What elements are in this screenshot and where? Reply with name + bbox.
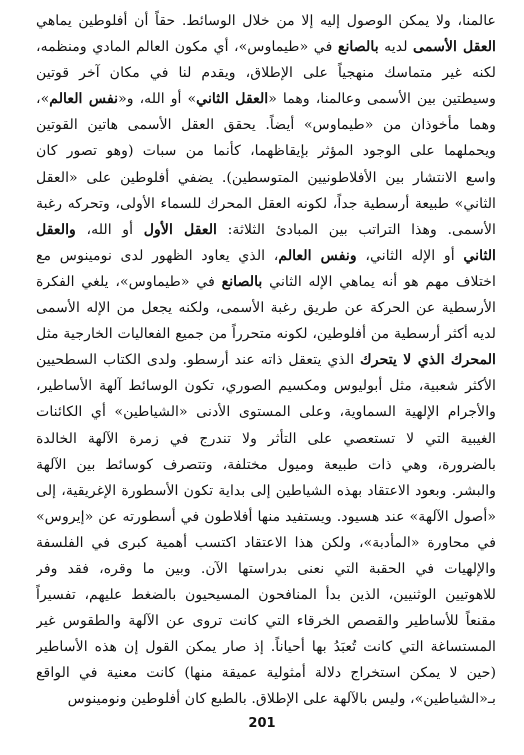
text-line: [36, 426, 496, 452]
text-span: الغيبية التي لا تستعصي على التأثر ولا تندرج في زمرة الآلهة الخالدة: [36, 430, 496, 447]
text-span: «أصول الآلهة» عند هسيود. ويستفيد منها أفلاطون في أسطورته عن «إيروس»: [36, 508, 496, 525]
text-span: ويحملهما على الوجود المؤثر بإيقاظهما، كأنما من سبات (وهو تصور كان: [36, 143, 496, 160]
text-line: [36, 269, 496, 295]
text-span: للاهوتيين الوثنيين، الذين بدأ المنافحون المسيحيون بالضغط عليهم، تفسيراً: [36, 587, 496, 604]
text-line: [36, 478, 496, 504]
bold-term: الثاني: [463, 247, 496, 264]
text-span: الذي يتعقل ذاته عند أرسطو. ولدى الكتاب السطحيين: [36, 352, 361, 369]
text-line: [36, 399, 496, 425]
bold-term: بالصانع: [221, 273, 263, 290]
bold-term: العقل الأول: [143, 221, 217, 238]
text-line: [36, 608, 496, 634]
bold-term: العقل الأسمى: [413, 39, 496, 56]
text-span: اختلاف مهم هو أنه يماهي الإله الثاني: [262, 273, 496, 290]
text-line: [36, 634, 496, 660]
text-line: [36, 660, 496, 686]
text-span: وهما مأخوذان من «طيماوس» أيضاً. يحقق العقل الأسمى هاتين القوتين: [36, 117, 496, 134]
text-span: المستساغة التي كانت تُعبَدُ بها أحياناً. إذ صار يمكن القول إن هذه الأساطير: [36, 639, 496, 656]
text-span: ، الذي يعاود الظهور لدى نومينوس مع: [36, 247, 279, 264]
text-line: [36, 112, 496, 138]
text-line: [36, 165, 496, 191]
bold-term: ونفس العالم: [278, 247, 357, 264]
text-span: في «طيماوس»، أي مكون العالم المادي ومنظمه،: [36, 39, 338, 56]
text-span: بـ«الشياطين»، وليس بالآلهة على الإطلاق. بالطبع كان أفلوطين ونومينوس: [67, 691, 496, 708]
text-span: الثاني» طبيعة أرسطية جداً، لكونه العقل المحرك للسماء الأولى، وتحركه رغبة: [36, 195, 496, 212]
page-body: [36, 8, 496, 713]
text-span: الأسمى. وهذا التراتب بين المبادئ الثلاثة:: [216, 221, 496, 238]
text-line: [36, 295, 496, 321]
bold-term: العقل الثاني: [196, 91, 269, 108]
text-span: »،: [36, 91, 50, 108]
text-line: [36, 373, 496, 399]
text-span: واسع الانتشار بين الأفلاطونيين المتوسطين). يضفي أفلوطين على «العقل: [36, 169, 496, 186]
text-span: أو الإله الثاني،: [356, 247, 464, 264]
text-line: [36, 138, 496, 164]
text-line: [36, 321, 496, 347]
text-line: [36, 191, 496, 217]
bold-term: والعقل: [36, 221, 76, 238]
text-span: » أو الله، و«: [118, 91, 197, 108]
text-span: وسيطتين بين الأسمى وعالمنا، وهما «: [268, 91, 496, 108]
text-span: (حين لا يمكن استخراج دلالة أمثولية عميقة منها) كانت معنية في الواقع: [36, 665, 496, 682]
text-span: بالضرورة، وهي ذات طبيعة وميول مختلفة، وتتصرف كوسائط بين الآلهة: [36, 456, 496, 473]
text-line: [36, 504, 496, 530]
text-span: والإلهيات في الحقبة التي نعنى بدراستها الآن. وبين ما وقره، فقد وفر: [36, 560, 496, 577]
text-span: الأكثر شعبية، مثل أبوليوس ومكسيم الصوري، تكون الوسائط آلهة الأساطير،: [36, 378, 496, 395]
text-span: في محاورة «المأدبة»، ولكن هذا الاعتقاد اكتسب أهمية كبرى في الفلسفة: [36, 534, 496, 551]
text-span: لديه: [378, 39, 414, 56]
text-span: الأرسطية عن الحركة عن طريق رغبة الأسمى، ولكنه يجعل من الإله الأسمى: [36, 300, 496, 317]
bold-term: المحرك الذي لا يتحرك: [360, 352, 496, 369]
text-line: [36, 34, 496, 60]
text-line: [36, 530, 496, 556]
text-span: والأجرام الإلهية السماوية، وعلى المستوى الأدنى «الشياطين» أي الكائنات: [36, 404, 496, 421]
text-span: مقنعاً للأساطير والقصص الخرقاء التي كانت تروى عن الآلهة والطقوس غير: [36, 613, 496, 630]
text-line: [36, 452, 496, 478]
text-span: في «طيماوس»، يلغي الفكرة: [36, 273, 222, 290]
text-line: [36, 217, 496, 243]
text-span: عالمنا، ولا يمكن الوصول إليه إلا من خلال الوسائط. حقاً أن أفلوطين يماهي: [36, 13, 496, 29]
text-span: لكنه غير متماسك منهجياً على الإطلاق، ويقدم لنا في مكان آخر قوتين: [36, 65, 496, 82]
text-line: [36, 686, 496, 712]
page-number: 201: [248, 716, 276, 731]
text-line: [36, 347, 496, 373]
text-span: والبشر. وبعود الاعتقاد بهذه الشياطين إلى بداية تكون الأسطورة الإغريقية، إلى: [36, 482, 496, 499]
text-line: [36, 86, 496, 112]
text-line: [36, 582, 496, 608]
text-span: لديه أكثر أرسطية من أفلوطين، لكونه متحرراً من جميع الفعاليات الخارجية مثل: [36, 326, 496, 343]
bold-term: بالصانع: [337, 39, 379, 56]
text-line: [36, 556, 496, 582]
text-line: [36, 243, 496, 269]
text-span: أو الله،: [75, 221, 144, 238]
text-line: [36, 60, 496, 86]
bold-term: نفس العالم: [49, 91, 119, 108]
text-line: [36, 8, 496, 34]
